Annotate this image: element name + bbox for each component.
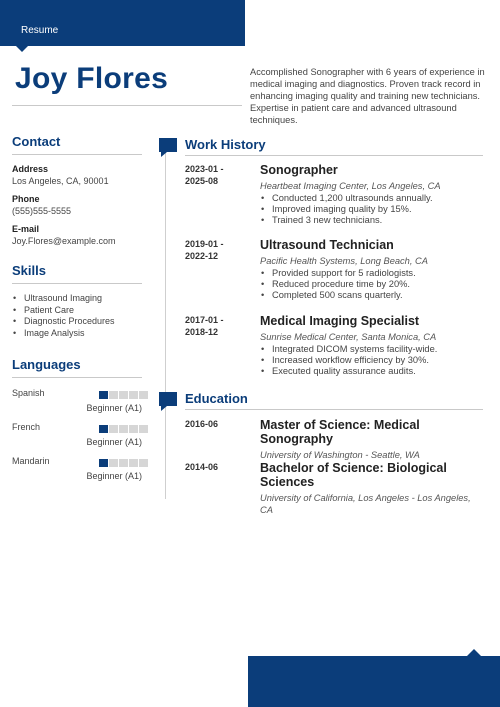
languages-title: Languages xyxy=(12,357,81,372)
footer-block xyxy=(248,656,500,707)
rating-segment xyxy=(129,425,138,433)
education-degree: Master of Science: Medical Sonography xyxy=(260,418,420,446)
professional-summary: Accomplished Sonographer with 6 years of experience in medical imaging and diagnostics. Proven track record in enhancing imaging quality and training new technicians. Expertise in patient care and advanced ultrasound techniques. xyxy=(250,67,485,125)
education-body xyxy=(260,461,485,516)
language-level: Beginner (A1) xyxy=(86,437,142,447)
job-company: Heartbeat Imaging Center, Los Angeles, CA xyxy=(260,181,441,191)
job-title: Sonographer xyxy=(260,163,338,177)
rating-segment xyxy=(119,459,128,467)
work-flag-icon xyxy=(159,138,177,152)
job-bullet: • Improved imaging quality by 15%. xyxy=(260,204,485,215)
rating-segment xyxy=(99,391,108,399)
skills-list xyxy=(12,293,142,339)
job-bullet: • Reduced procedure time by 20%. xyxy=(260,279,485,290)
contact-divider xyxy=(12,154,142,155)
job-bullet: • Trained 3 new technicians. xyxy=(260,215,485,226)
job-title: Medical Imaging Specialist xyxy=(260,314,420,328)
language-level: Beginner (A1) xyxy=(86,403,142,413)
job-bullet: • Completed 500 scans quarterly. xyxy=(260,290,485,301)
education-date: 2016-06 xyxy=(185,419,219,429)
language-row xyxy=(12,388,142,422)
education-flag-icon xyxy=(159,392,177,406)
skills-title: Skills xyxy=(12,263,46,278)
language-name: Spanish xyxy=(12,388,45,398)
language-name: Mandarin xyxy=(12,456,50,466)
job-date: 2017-01 - 2018-12 xyxy=(185,315,224,337)
job-bullet: • Integrated DICOM systems facility-wide. xyxy=(260,344,485,355)
education-body xyxy=(260,418,485,461)
education-school: University of Washington - Seattle, WA xyxy=(260,450,420,460)
address-label: Address xyxy=(12,164,49,174)
skill-item: • Diagnostic Procedures xyxy=(12,316,142,328)
rating-segment xyxy=(139,459,148,467)
job-bullet: • Executed quality assurance audits. xyxy=(260,366,485,377)
left-column xyxy=(12,134,142,490)
language-rating-bar xyxy=(99,459,148,467)
job-date: 2023-01 - 2025-08 xyxy=(185,164,224,186)
skills-divider xyxy=(12,283,142,284)
rating-segment xyxy=(139,425,148,433)
resume-label: Resume xyxy=(21,25,59,36)
rating-segment xyxy=(129,391,138,399)
phone-label: Phone xyxy=(12,194,40,204)
education-divider xyxy=(185,409,483,410)
language-rating-bar xyxy=(99,391,148,399)
rating-segment xyxy=(129,459,138,467)
language-row xyxy=(12,456,142,490)
job-bullets xyxy=(260,268,485,301)
job-bullets xyxy=(260,344,485,377)
address-value: Los Angeles, CA, 90001 xyxy=(12,176,109,186)
footer-notch xyxy=(467,649,481,656)
languages-divider xyxy=(12,377,142,378)
skill-item: • Image Analysis xyxy=(12,328,142,340)
job-company: Pacific Health Systems, Long Beach, CA xyxy=(260,256,428,266)
language-row xyxy=(12,422,142,456)
email-value: Joy.Flores@example.com xyxy=(12,236,116,246)
job-company: Sunrise Medical Center, Santa Monica, CA xyxy=(260,332,437,342)
job-bullets xyxy=(260,193,485,226)
job-body xyxy=(260,238,485,301)
rating-segment xyxy=(139,391,148,399)
contact-title: Contact xyxy=(12,134,61,149)
candidate-name: Joy Flores xyxy=(15,62,169,95)
rating-segment xyxy=(119,391,128,399)
language-level: Beginner (A1) xyxy=(86,471,142,481)
job-bullet: • Provided support for 5 radiologists. xyxy=(260,268,485,279)
work-history-divider xyxy=(185,155,483,156)
education-degree: Bachelor of Science: Biological Sciences xyxy=(260,461,447,489)
language-rating-bar xyxy=(99,425,148,433)
phone-value: (555)555-5555 xyxy=(12,206,72,216)
job-body xyxy=(260,314,485,377)
education-school: University of California, Los Angeles - Los Angeles, CA xyxy=(260,493,471,515)
job-date: 2019-01 - 2022-12 xyxy=(185,239,224,261)
job-body xyxy=(260,163,485,226)
rating-segment xyxy=(119,425,128,433)
job-title: Ultrasound Technician xyxy=(260,238,394,252)
skill-item: • Patient Care xyxy=(12,305,142,317)
skill-item: • Ultrasound Imaging xyxy=(12,293,142,305)
job-bullet: • Increased workflow efficiency by 30%. xyxy=(260,355,485,366)
header-band-notch xyxy=(16,46,28,52)
rating-segment xyxy=(109,459,118,467)
timeline-line xyxy=(165,147,166,499)
work-history-title: Work History xyxy=(185,137,266,152)
education-title: Education xyxy=(185,391,248,406)
rating-segment xyxy=(109,391,118,399)
header-band xyxy=(0,0,245,46)
rating-segment xyxy=(99,459,108,467)
rating-segment xyxy=(109,425,118,433)
job-bullet: • Conducted 1,200 ultrasounds annually. xyxy=(260,193,485,204)
email-label: E-mail xyxy=(12,224,40,234)
rating-segment xyxy=(99,425,108,433)
language-name: French xyxy=(12,422,41,432)
education-date: 2014-06 xyxy=(185,462,219,472)
name-divider xyxy=(12,105,242,106)
